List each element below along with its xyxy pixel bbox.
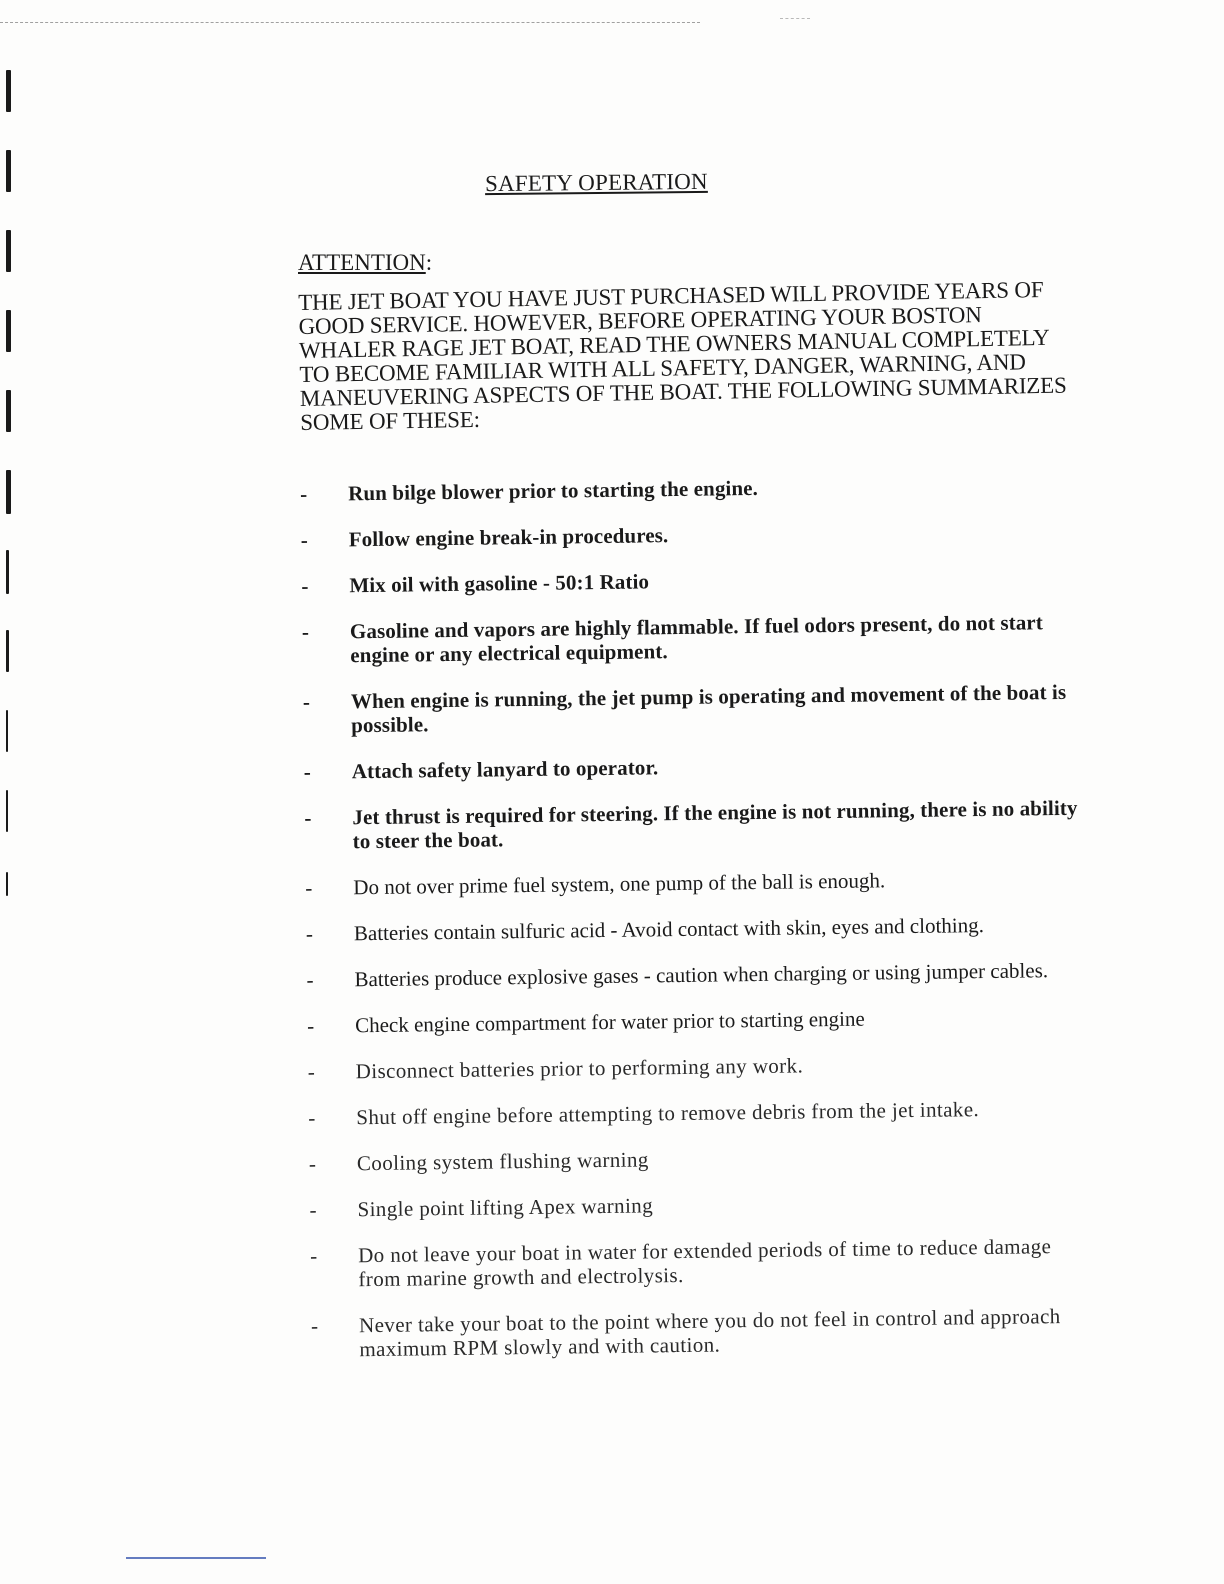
binder-mark	[6, 70, 11, 112]
list-item	[300, 750, 1090, 784]
bullet-dash: -	[308, 1105, 316, 1130]
binder-mark	[6, 150, 11, 192]
list-item	[306, 1234, 1097, 1292]
scan-top-rule-fragment	[780, 18, 810, 19]
bullet-dash: -	[309, 1243, 318, 1268]
binder-hole-marks	[6, 60, 18, 920]
list-item-text: Gasoline and vapors are highly flammable. If fuel odors present, do not start engine or any electrical equipment.	[349, 610, 1044, 668]
scan-top-rule	[0, 22, 700, 23]
list-item-text: When engine is running, the jet pump is operating and movement of the boat is possible.	[350, 679, 1067, 738]
bullet-dash: -	[307, 1059, 316, 1084]
list-item	[302, 912, 1092, 946]
bullet-dash: -	[301, 619, 310, 644]
list-item-text: Jet thrust is required for steering. If the engine is not running, there is no ability to steer the boat.	[352, 795, 1078, 854]
list-item	[303, 1004, 1093, 1038]
list-item-text: Run bilge blower prior to starting the engine.	[347, 475, 759, 506]
list-item-text: Single point lifting Apex warning	[357, 1193, 654, 1222]
list-item	[297, 564, 1087, 598]
binder-mark	[6, 872, 8, 896]
list-item	[305, 1188, 1095, 1222]
bullet-dash: -	[308, 1151, 317, 1176]
list-item	[304, 1096, 1094, 1130]
bullet-dash: -	[306, 967, 314, 992]
page-title: SAFETY OPERATION	[484, 168, 708, 197]
binder-mark	[6, 310, 11, 352]
bullet-dash: -	[309, 1197, 318, 1222]
binder-mark	[6, 390, 11, 432]
list-item	[307, 1304, 1098, 1362]
list-item	[297, 518, 1087, 552]
list-item-text: Disconnect batteries prior to performing any work.	[355, 1053, 804, 1084]
binder-mark	[6, 710, 8, 752]
safety-list	[296, 472, 1098, 1384]
bullet-dash: -	[302, 689, 311, 714]
list-item-text: Batteries produce explosive gases - caution when charging or using jumper cables.	[354, 958, 1049, 992]
binder-mark	[6, 230, 11, 272]
list-item-text: Shut off engine before attempting to remove debris from the jet intake.	[356, 1097, 980, 1130]
bullet-dash: -	[299, 481, 308, 506]
list-item-text: Do not over prime fuel system, one pump of the ball is enough.	[353, 868, 886, 900]
list-item-text: Never take your boat to the point where you do not feel in control and approach maximum RPM slowly and with caution.	[358, 1304, 1061, 1362]
bullet-dash: -	[305, 875, 313, 900]
bullet-dash: -	[305, 921, 314, 946]
list-item	[301, 866, 1091, 900]
list-item-text: Attach safety lanyard to operator.	[351, 755, 659, 784]
bullet-dash: -	[303, 759, 312, 784]
bullet-dash: -	[300, 527, 309, 552]
list-item-text: Cooling system flushing warning	[356, 1147, 649, 1176]
scan-bottom-line	[126, 1557, 266, 1559]
list-item-text: Follow engine break-in procedures.	[348, 523, 669, 552]
list-item	[298, 610, 1089, 668]
binder-mark	[6, 790, 8, 832]
list-item	[300, 796, 1091, 854]
list-item-text: Check engine compartment for water prior to starting engine	[354, 1006, 865, 1038]
bullet-dash: -	[301, 573, 309, 598]
bullet-dash: -	[304, 805, 312, 830]
bullet-dash: -	[310, 1313, 319, 1338]
binder-mark	[6, 470, 11, 514]
list-item	[304, 1050, 1094, 1084]
list-item	[299, 680, 1090, 738]
attention-label-text: ATTENTION	[298, 250, 426, 275]
attention-colon: :	[425, 250, 433, 275]
bullet-dash: -	[306, 1013, 315, 1038]
attention-paragraph: THE JET BOAT YOU HAVE JUST PURCHASED WILL PROVIDE YEARS OF GOOD SERVICE. HOWEVER, BEFORE OPERATING YOUR BOSTON WHALER RAGE JET BOAT, READ THE OWNERS MANUAL COMPLETELY TO BECOME FAMILIAR WITH ALL SAFETY, DANGER, WARNING, AND MANEUVERING ASPECTS OF THE BOAT. THE FOLLOWING SUMMARIZES SOME OF THESE:	[297, 276, 1067, 435]
list-item-text: Batteries contain sulfuric acid - Avoid contact with skin, eyes and clothing.	[353, 913, 985, 946]
attention-heading	[298, 250, 432, 276]
list-item	[296, 472, 1086, 506]
list-item	[305, 1142, 1095, 1176]
binder-mark	[6, 630, 9, 672]
list-item	[302, 958, 1092, 992]
list-item-text: Mix oil with gasoline - 50:1 Ratio	[349, 569, 650, 598]
binder-mark	[6, 550, 9, 594]
list-item-text: Do not leave your boat in water for extended periods of time to reduce damage from marine growth and electrolysis.	[357, 1234, 1052, 1292]
